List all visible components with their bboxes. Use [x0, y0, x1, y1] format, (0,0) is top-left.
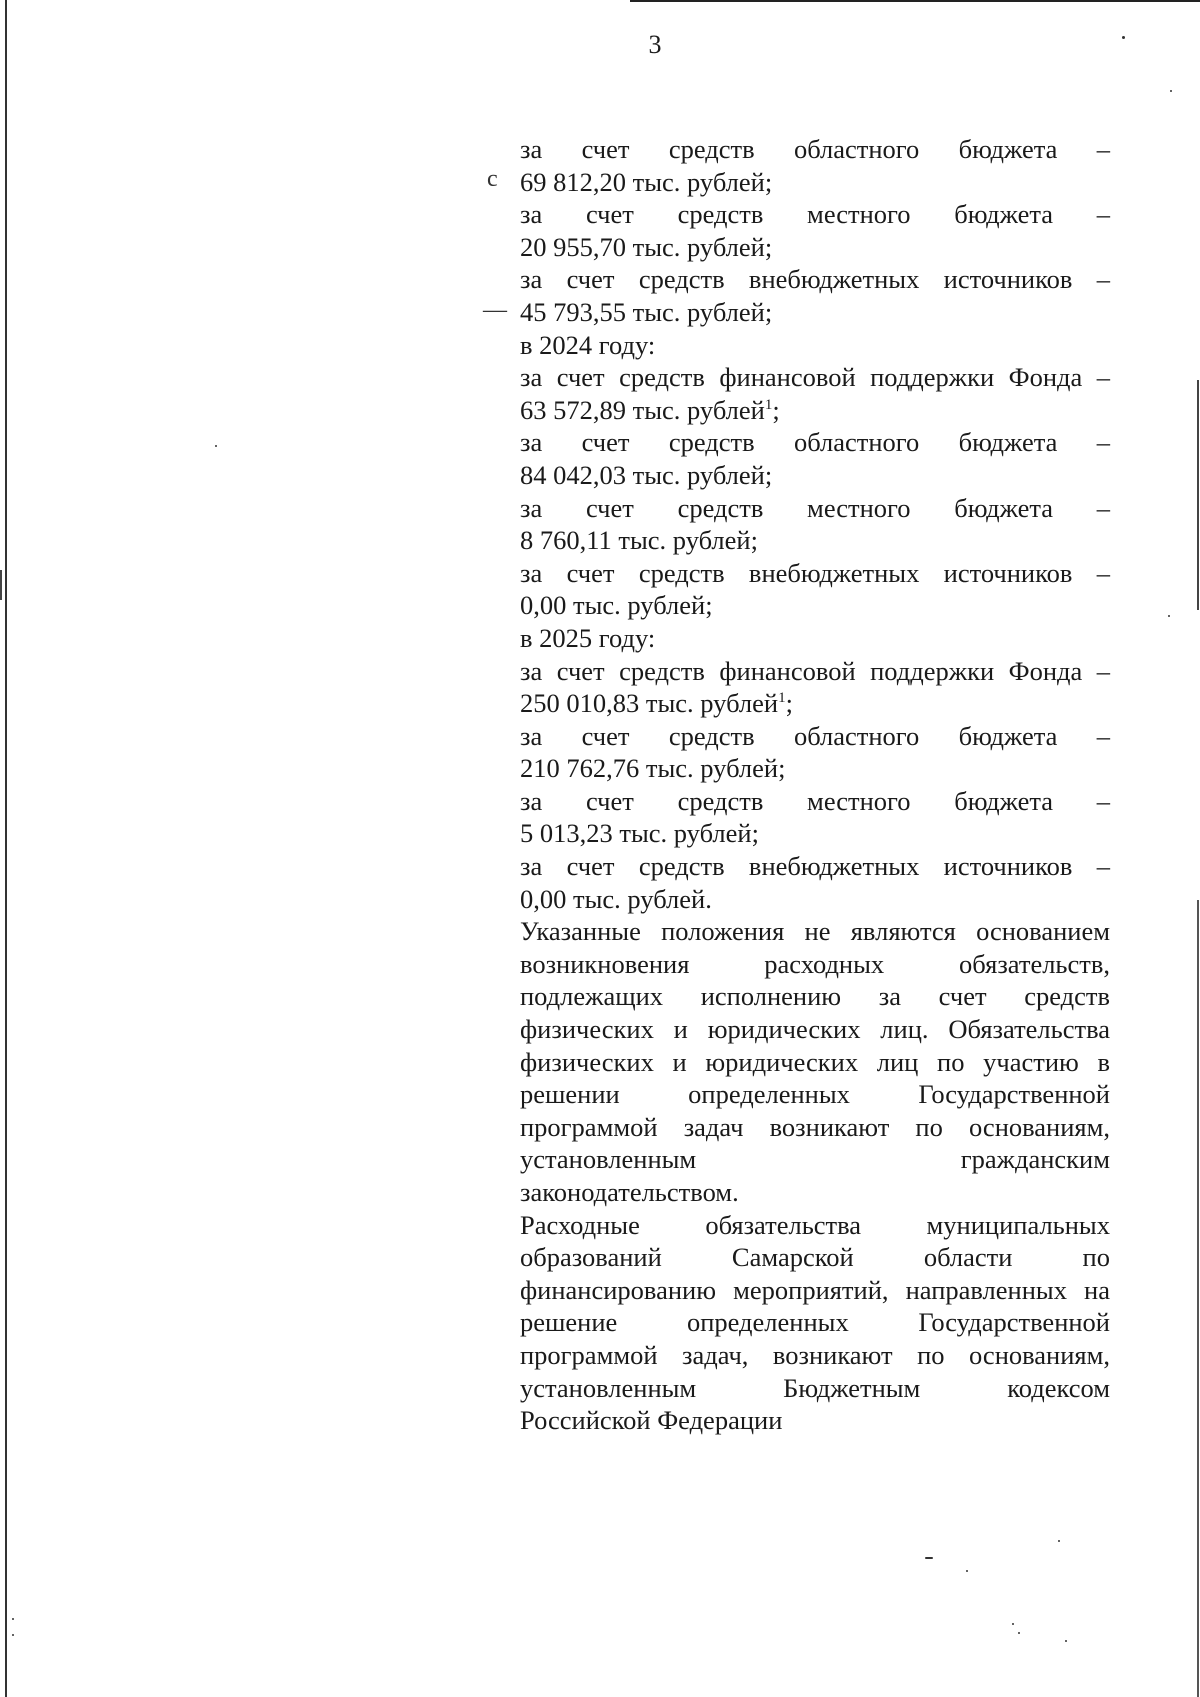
- text-line: за счет средств местного бюджета –: [520, 492, 1110, 523]
- text-line: решение определенных Государственной: [520, 1307, 1110, 1338]
- text-line: образований Самарской области по: [520, 1242, 1110, 1273]
- text-line: за счет средств внебюджетных источников –: [520, 264, 1110, 295]
- text-line: 0,00 тыс. рублей.: [520, 883, 712, 914]
- text-line: установленным гражданским: [520, 1144, 1110, 1175]
- page-number: 3: [648, 30, 662, 59]
- text-line: законодательством.: [520, 1177, 739, 1207]
- text-line: финансированию мероприятий, направленных на: [520, 1274, 1110, 1305]
- scan-speck: [1012, 1623, 1014, 1625]
- funding-line: [520, 263, 1110, 328]
- footnote-mark: 1: [764, 396, 773, 413]
- punctuation: ;: [772, 394, 780, 425]
- scan-speck: [215, 445, 217, 447]
- text-line: за счет средств областного бюджета –: [520, 134, 1110, 164]
- text-line: 84 042,03 тыс. рублей;: [520, 459, 773, 490]
- scan-edge-left: [5, 0, 7, 1697]
- year-heading: [520, 329, 1110, 362]
- funding-line: [520, 655, 1110, 720]
- scan-speck: [1058, 1540, 1060, 1542]
- amount-text: 250 010,83 тыс. рублей: [520, 688, 779, 719]
- text-line: за счет средств финансовой поддержки Фонда –: [520, 655, 1110, 686]
- scan-speck: [925, 1557, 933, 1559]
- text-line: за счет средств областного бюджета –: [520, 427, 1110, 458]
- text-line: 0,00 тыс. рублей;: [520, 590, 713, 621]
- scan-edge-right: [1197, 380, 1199, 610]
- scan-speck: [1018, 1632, 1020, 1634]
- funding-line: [520, 133, 1110, 198]
- margin-mark: —: [483, 297, 507, 323]
- scan-edge-top: [630, 0, 1200, 2]
- text-line: решении определенных Государственной: [520, 1079, 1110, 1110]
- text-line: 5 013,23 тыс. рублей;: [520, 818, 759, 849]
- funding-line: [520, 198, 1110, 263]
- text-line: физических и юридических лиц. Обязательства: [520, 1014, 1110, 1045]
- text-line: в 2024 году:: [520, 329, 656, 360]
- scan-speck: [1168, 615, 1170, 617]
- text-line: установленным Бюджетным кодексом: [520, 1372, 1110, 1403]
- scan-speck: [12, 1618, 14, 1620]
- funding-line: [520, 492, 1110, 557]
- text-line: физических и юридических лиц по участию в: [520, 1046, 1110, 1077]
- text-line: [520, 394, 1110, 427]
- text-line: 45 793,55 тыс. рублей;: [520, 296, 773, 327]
- scan-speck: [1170, 90, 1172, 92]
- footnote-mark: 1: [778, 690, 786, 707]
- text-line: в 2025 году:: [520, 622, 656, 653]
- text-line: за счет средств областного бюджета –: [520, 720, 1110, 751]
- municipal-obligations-paragraph: [520, 1209, 1110, 1437]
- text-line: 8 760,11 тыс. рублей;: [520, 525, 758, 556]
- scan-speck: [12, 1634, 14, 1636]
- text-line: 20 955,70 тыс. рублей;: [520, 231, 773, 262]
- text-line: за счет средств внебюджетных источников –: [520, 557, 1110, 588]
- obligations-paragraph: [520, 915, 1110, 1208]
- text-line: программой задач, возникают по основаниям,: [520, 1339, 1110, 1370]
- text-line: Российской Федерации: [520, 1405, 783, 1436]
- margin-mark: c: [487, 166, 498, 192]
- text-line: за счет средств финансовой поддержки Фонда –: [520, 362, 1110, 393]
- text-line: [520, 687, 1110, 720]
- text-line: 69 812,20 тыс. рублей;: [520, 166, 773, 197]
- scan-edge-left-tick: [0, 570, 2, 600]
- scan-speck: [1065, 1640, 1067, 1642]
- scan-edge-right-lower: [1197, 900, 1199, 1697]
- text-line: за счет средств местного бюджета –: [520, 785, 1110, 816]
- funding-line: [520, 426, 1110, 491]
- text-line: возникновения расходных обязательств,: [520, 948, 1110, 979]
- text-line: подлежащих исполнению за счет средств: [520, 981, 1110, 1012]
- funding-line: [520, 557, 1110, 622]
- text-line: за счет средств местного бюджета –: [520, 199, 1110, 230]
- scan-speck: [966, 1570, 968, 1572]
- amount-text: 63 572,89 тыс. рублей: [520, 394, 765, 425]
- funding-line: [520, 720, 1110, 785]
- funding-line: [520, 785, 1110, 850]
- funding-line: [520, 850, 1110, 915]
- text-line: Указанные положения не являются основанием: [520, 916, 1110, 947]
- year-heading: [520, 622, 1110, 655]
- text-line: Расходные обязательства муниципальных: [520, 1209, 1110, 1240]
- text-line: за счет средств внебюджетных источников –: [520, 851, 1110, 882]
- punctuation: ;: [785, 688, 793, 719]
- funding-line: [520, 361, 1110, 426]
- text-line: 210 762,76 тыс. рублей;: [520, 753, 786, 784]
- document-body: [520, 133, 1110, 1437]
- text-line: программой задач возникают по основаниям,: [520, 1111, 1110, 1142]
